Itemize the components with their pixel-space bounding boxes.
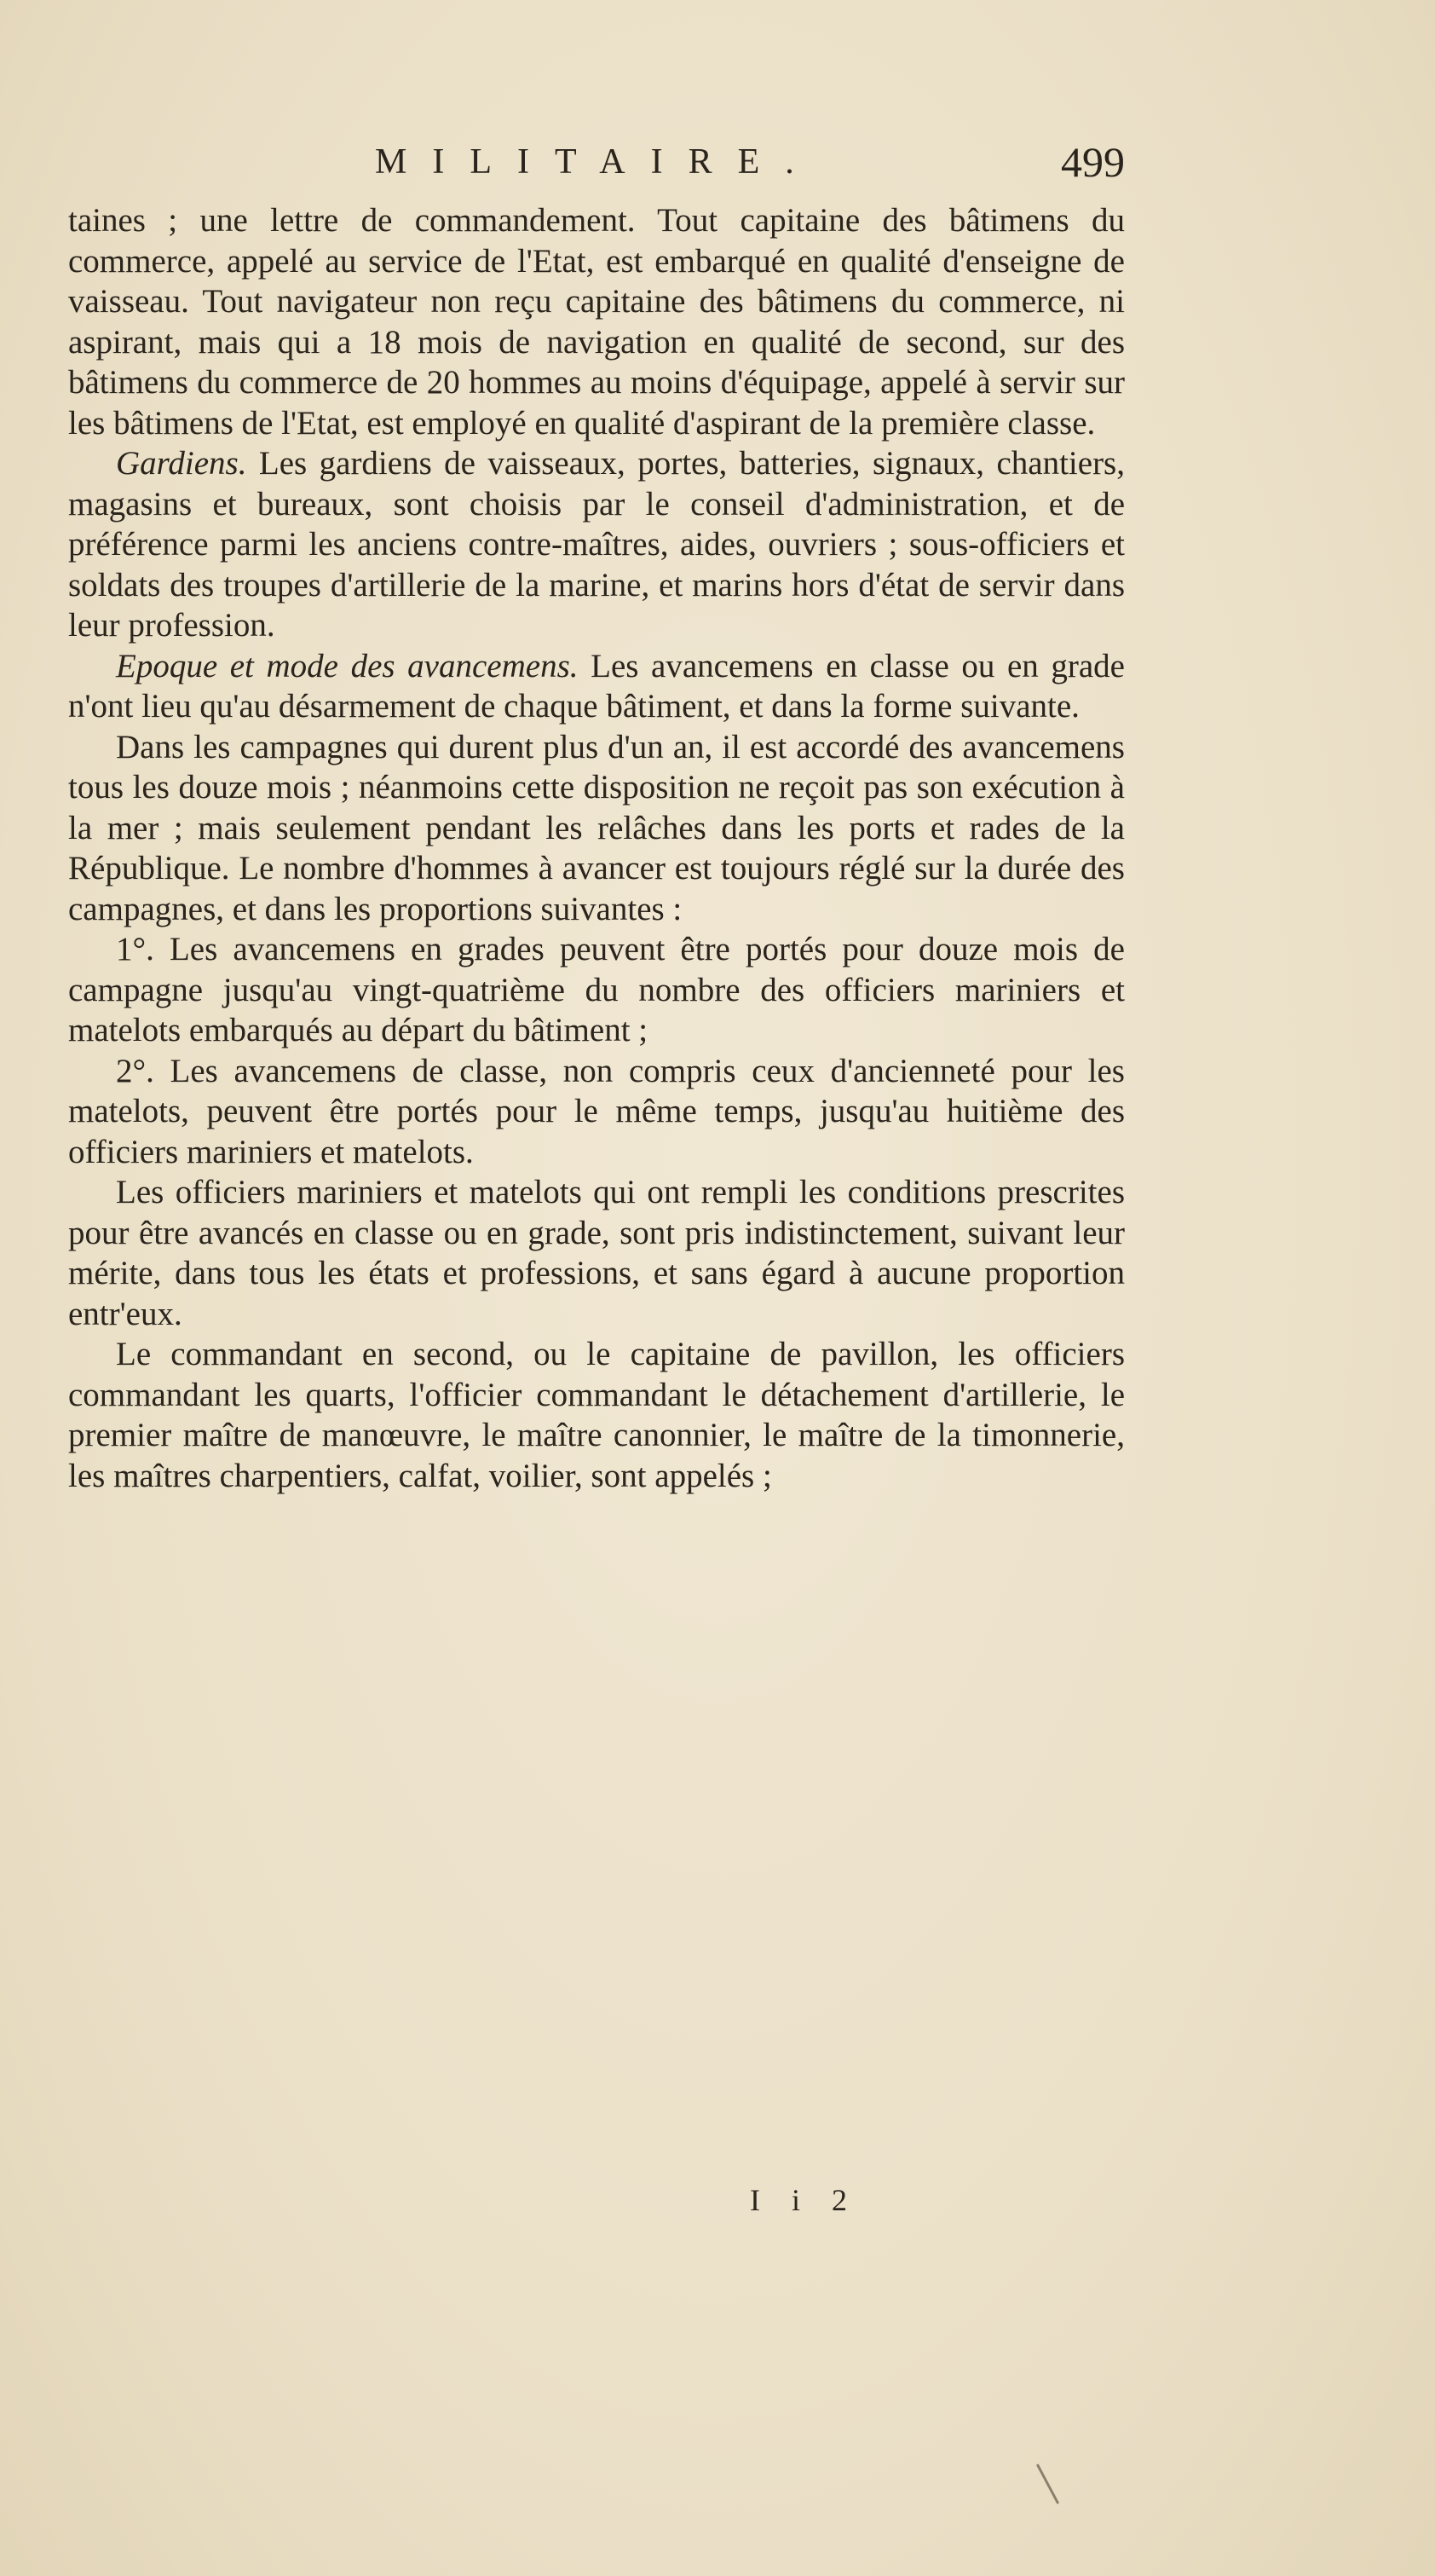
- paragraph-text: Les avancemens en classe ou en grade n'ont lieu qu'au désarmement de chaque bâtiment, et dans la forme suivante.: [68, 647, 1125, 725]
- paragraph-lead: Gardiens.: [116, 445, 247, 482]
- signature-mark: I i 2: [750, 2183, 859, 2217]
- paragraph-text: Dans les campagnes qui durent plus d'un an, il est accordé des avancemens tous les douze mois ; néanmoins cette disposition ne reçoit pas son exécution à la mer ; mais seulement pendant les relâches dans les ports et rades de la République. Le nombre d'hommes à avancer est toujours réglé sur la durée des campagnes, et dans les proportions suivantes :: [68, 728, 1125, 927]
- paragraph-text: Les officiers mariniers et matelots qui ont rempli les conditions prescrites pour être avancés en classe ou en grade, sont pris indistinctement, suivant leur mérite, dans tous les états et professions, et sans égard à aucune proportion entr'eux.: [68, 1174, 1125, 1332]
- paragraph: [68, 200, 1125, 443]
- paragraph-text: taines ; une lettre de commandement. Tout capitaine des bâtimens du commerce, appelé au service de l'Etat, est embarqué en qualité d'enseigne de vaisseau. Tout navigateur non reçu capitaine des bâtimens du commerce, ni aspirant, mais qui a 18 mois de navigation en qualité de second, sur des bâtimens du commerce de 20 hommes au moins d'équipage, appelé à servir sur les bâtimens de l'Etat, est employé en qualité d'aspirant de la première classe.: [68, 202, 1125, 442]
- body-text: [68, 200, 1125, 1496]
- paragraph: [68, 727, 1125, 930]
- running-title: MILITAIRE.: [375, 142, 820, 182]
- paragraph-text: 2°. Les avancemens de classe, non compris ceux d'ancienneté pour les matelots, peuvent être portés pour le même temps, jusqu'au huitième des officiers mariniers et matelots.: [68, 1052, 1125, 1170]
- paragraph: [68, 929, 1125, 1051]
- paragraph: [68, 443, 1125, 646]
- paragraph-text: 1°. Les avancemens en grades peuvent être portés pour douze mois de campagne jusqu'au vingt-quatrième du nombre des officiers mariniers et matelots embarqués au départ du bâtiment ;: [68, 931, 1125, 1048]
- paragraph-lead: Epoque et mode des avancemens.: [116, 647, 579, 684]
- paragraph: [68, 1172, 1125, 1334]
- pencil-stroke: [1036, 2463, 1059, 2504]
- page-header: [68, 128, 1125, 196]
- page-number: 499: [1061, 138, 1125, 186]
- paragraph: [68, 646, 1125, 727]
- paragraph: [68, 1051, 1125, 1173]
- paragraph: [68, 1334, 1125, 1496]
- paragraph-text: Le commandant en second, ou le capitaine de pavillon, les officiers commandant les quarts, l'officier commandant le détachement d'artillerie, le premier maître de manœuvre, le maître canonnier, le maître de la timonnerie, les maîtres charpentiers, calfat, voilier, sont appelés ;: [68, 1336, 1125, 1494]
- paragraph-text: Les gardiens de vaisseaux, portes, batteries, signaux, chantiers, magasins et bureaux, sont choisis par le conseil d'administration, et de préférence parmi les anciens contre-maîtres, aides, ouvriers ; sous-officiers et soldats des troupes d'artillerie de la marine, et marins hors d'état de servir dans leur profession.: [68, 445, 1125, 644]
